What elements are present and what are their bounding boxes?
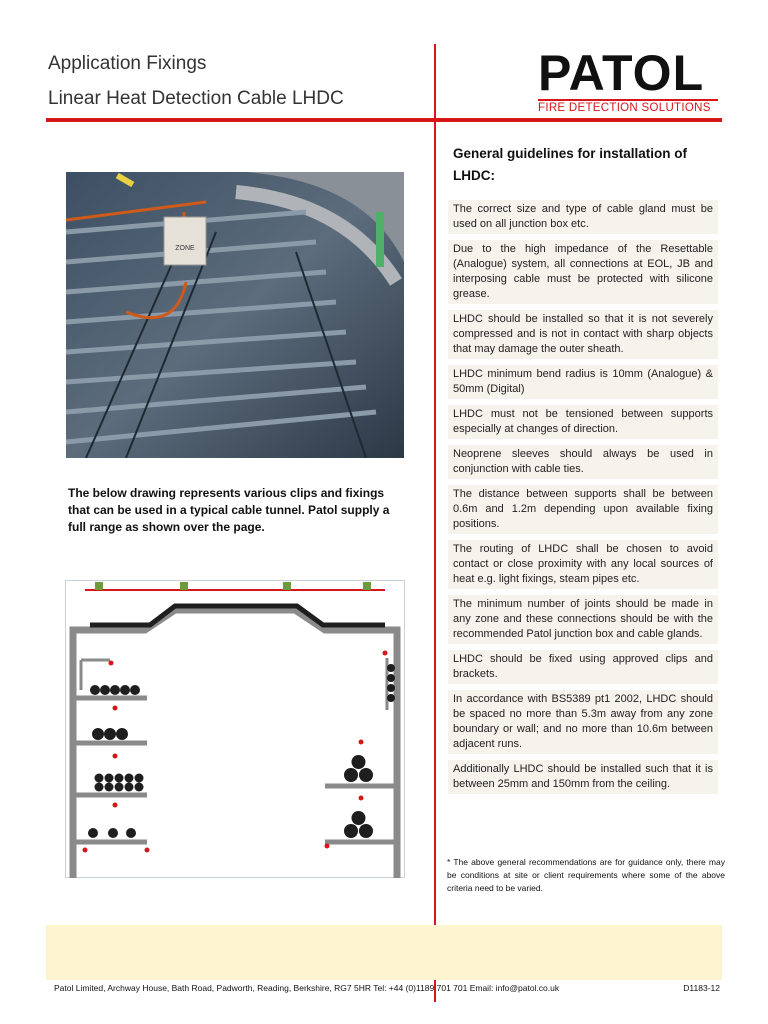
footer-band xyxy=(46,925,722,980)
guideline-item: The distance between supports shall be between 0.6m and 1.2m depending upon available fixing positions. xyxy=(448,485,718,534)
cable-tunnel-photo xyxy=(66,172,404,458)
column-divider xyxy=(434,44,436,1002)
page-title: Application Fixings xyxy=(48,53,207,74)
guideline-item: The routing of LHDC shall be chosen to avoid contact or close proximity with any local sources of heat e.g. light fixings, steam pipes etc. xyxy=(448,540,718,589)
cable-tunnel-drawing xyxy=(65,580,405,878)
guideline-item: The minimum number of joints should be made in any zone and these connections should be with the recommended Patol junction box and cable glands. xyxy=(448,595,718,644)
patol-logo xyxy=(538,45,718,114)
page-footer xyxy=(54,983,726,993)
guidelines-list xyxy=(448,200,718,800)
photo-sign-text: ZONE xyxy=(175,245,195,252)
guideline-item: Neoprene sleeves should always be used in conjunction with cable ties. xyxy=(448,445,718,479)
guideline-item: Due to the high impedance of the Resettable (Analogue) system, all connections at EOL, JB and interposing cable must be protected with silicone grease. xyxy=(448,240,718,304)
footnote: * The above general recommendations are for guidance only, there may be conditions at site or client requirements where some of the above criteria need to be varied. xyxy=(447,857,725,893)
page-subtitle: Linear Heat Detection Cable LHDC xyxy=(48,88,344,109)
footer-address: Patol Limited, Archway House, Bath Road, Padworth, Reading, Berkshire, RG7 5HR Tel: +44 (0)1189 701 701 Email: info@patol.co.uk xyxy=(54,983,560,993)
guideline-item: LHDC minimum bend radius is 10mm (Analogue) & 50mm (Digital) xyxy=(448,365,718,399)
guidelines-heading: General guidelines for installation of LHDC: xyxy=(453,146,688,183)
guideline-item: LHDC should be installed so that it is not severely compressed and is not in contact with sharp objects that may damage the outer sheath. xyxy=(448,310,718,359)
guideline-item: In accordance with BS5389 pt1 2002, LHDC should be spaced no more than 5.3m away from any zone boundary or wall; and no more than 10.6m between adjacent runs. xyxy=(448,690,718,754)
drawing-caption: The below drawing represents various clips and fixings that can be used in a typical cable tunnel. Patol supply a full range as shown over the page. xyxy=(68,486,390,534)
guideline-item: LHDC must not be tensioned between supports especially at changes of direction. xyxy=(448,405,718,439)
logo-tagline: FIRE DETECTION SOLUTIONS xyxy=(538,99,718,114)
guideline-item: LHDC should be fixed using approved clips and brackets. xyxy=(448,650,718,684)
guideline-item: The correct size and type of cable gland must be used on all junction box etc. xyxy=(448,200,718,234)
guideline-item: Additionally LHDC should be installed such that it is between 25mm and 150mm from the ceiling. xyxy=(448,760,718,794)
logo-wordmark: PATOL xyxy=(538,45,705,101)
header-divider xyxy=(46,118,722,122)
document-reference: D1183-12 xyxy=(683,983,720,993)
